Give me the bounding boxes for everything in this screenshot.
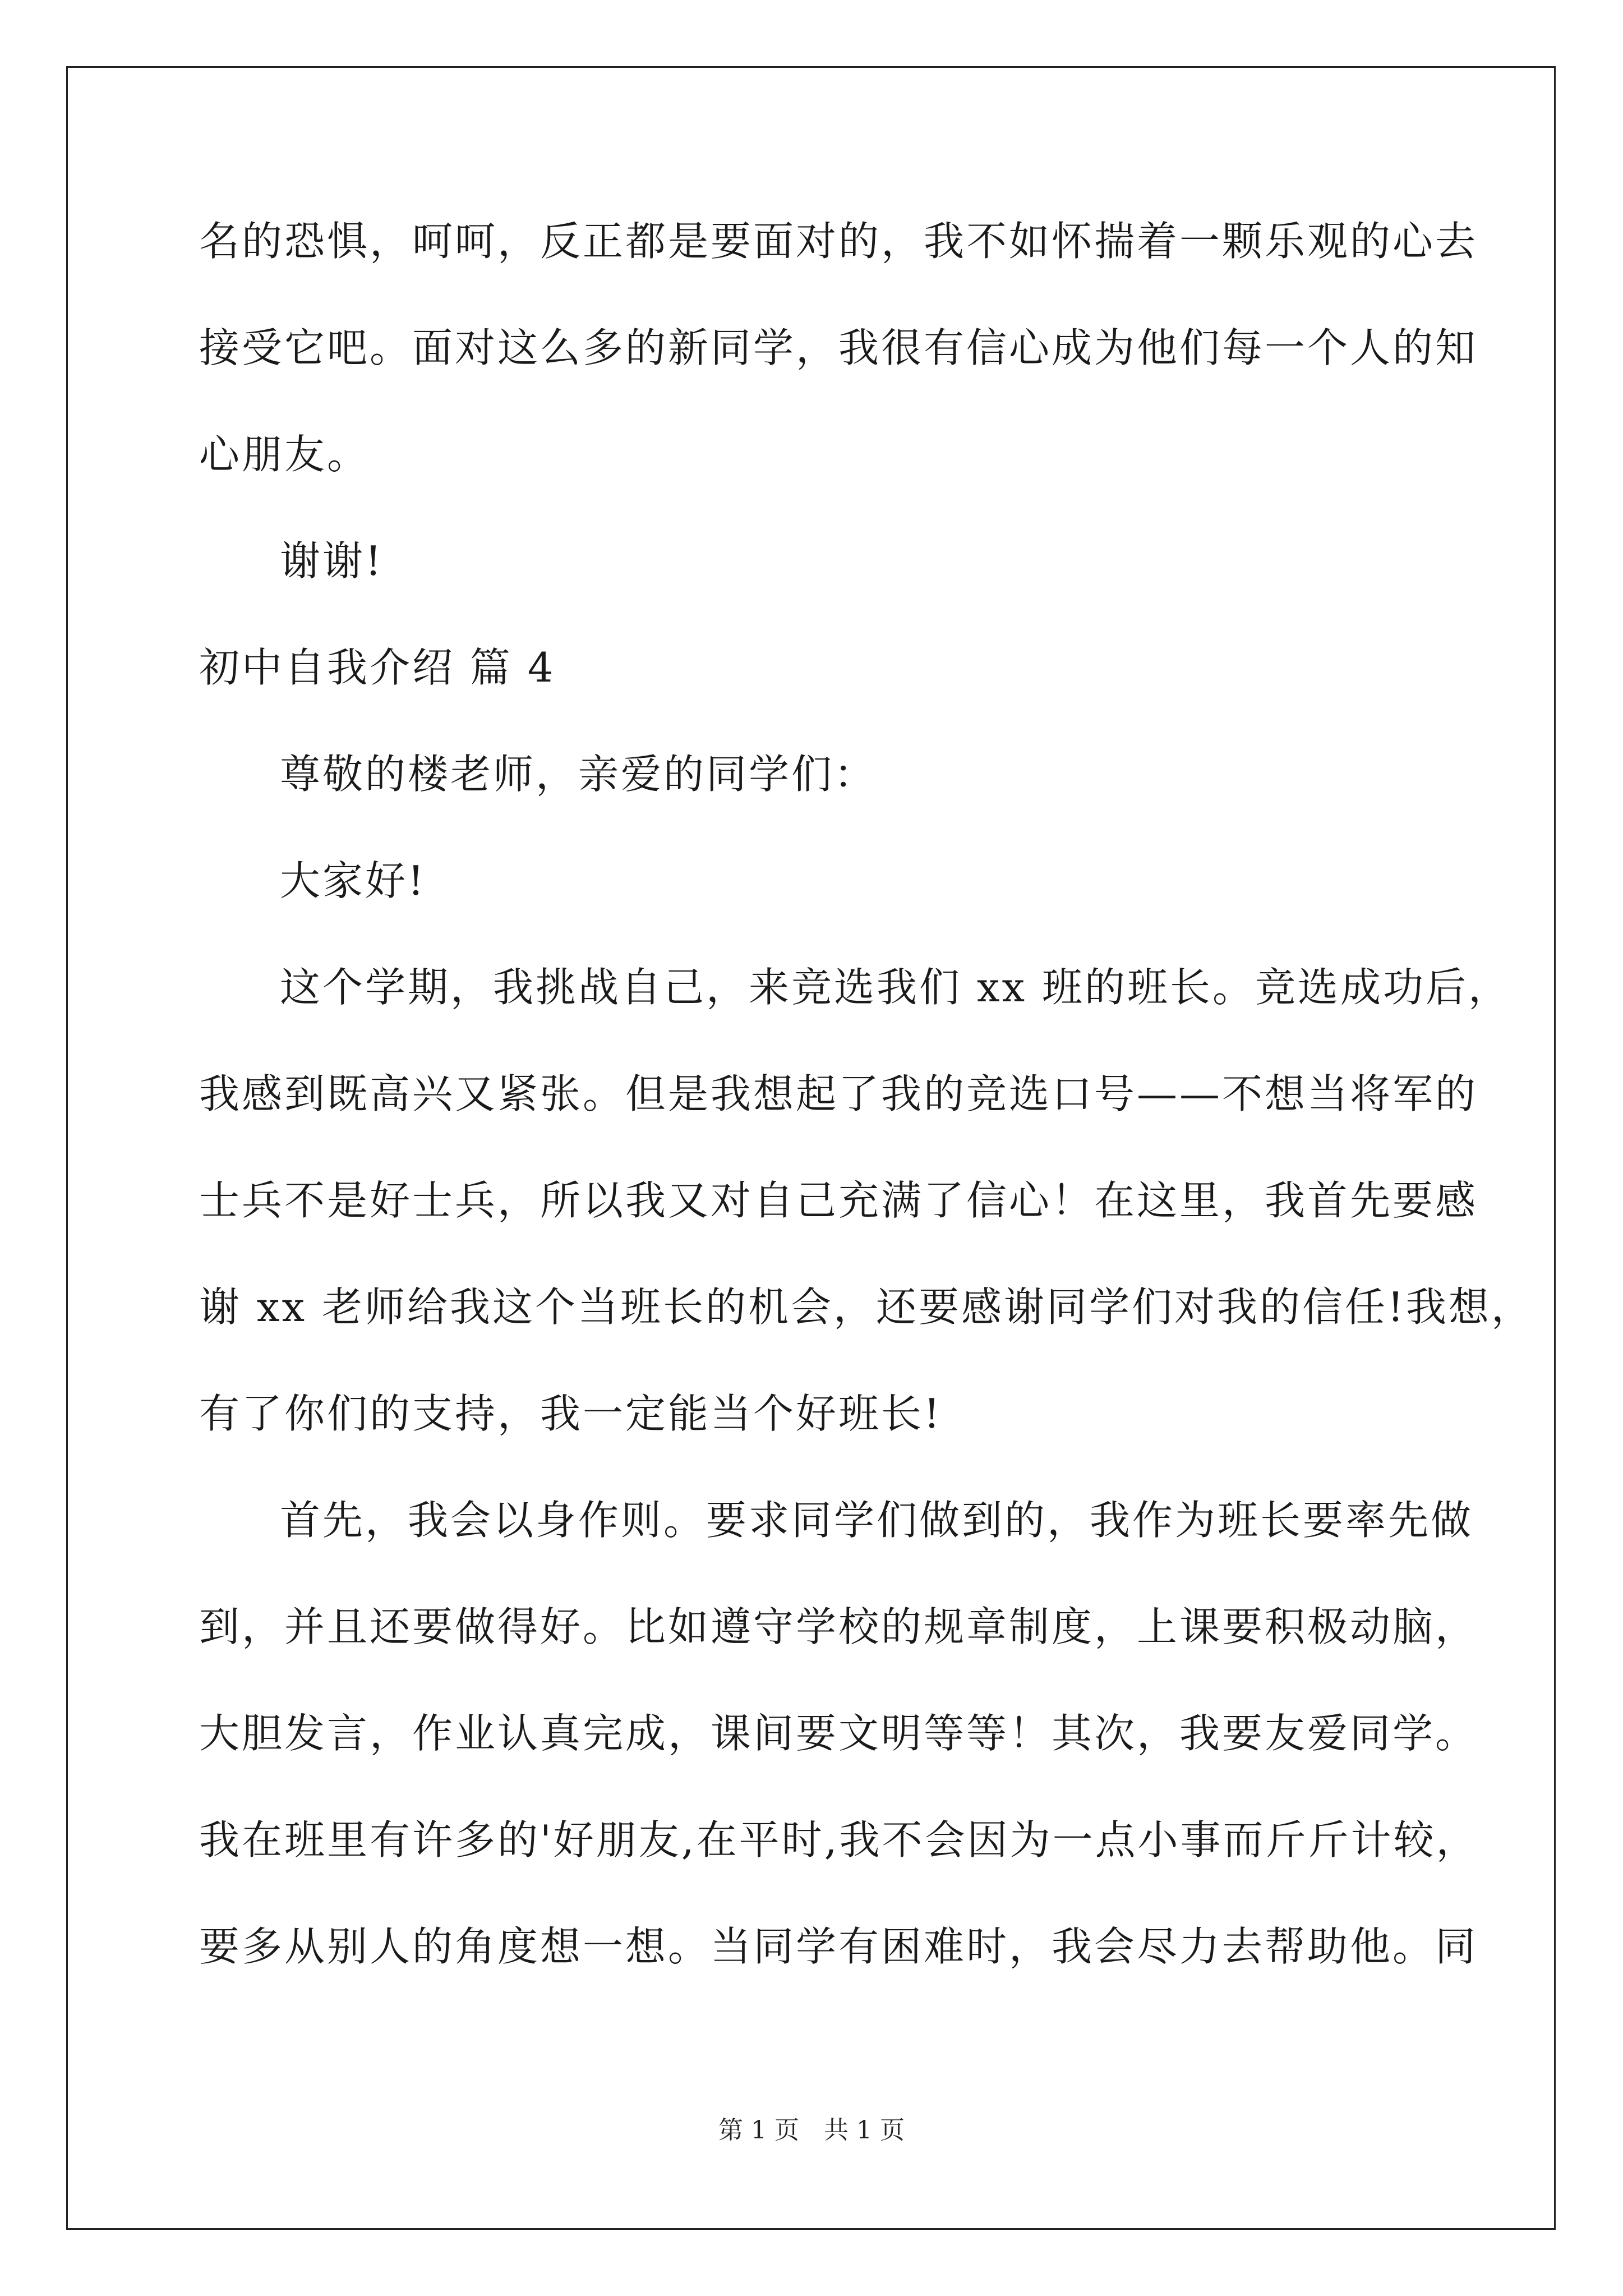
text-line: 名的恐惧，呵呵，反正都是要面对的，我不如怀揣着一颗乐观的心去 (199, 218, 1478, 265)
text-line: 到，并且还要做得好。比如遵守学校的规章制度，上课要积极动脑， (199, 1603, 1478, 1650)
text-line: 有了你们的支持，我一定能当个好班长! (199, 1390, 942, 1437)
text-line: 心朋友。 (199, 431, 370, 478)
text-line: 大胆发言，作业认真完成，课间要文明等等！其次，我要友爱同学。 (199, 1710, 1478, 1757)
section-heading: 初中自我介绍 篇 4 (199, 644, 556, 691)
text-line: 谢 xx 老师给我这个当班长的机会，还要感谢同学们对我的信任!我想， (199, 1283, 1534, 1331)
text-line: 要多从别人的角度想一想。当同学有困难时，我会尽力去帮助他。同 (199, 1923, 1478, 1970)
text-line: 我感到既高兴又紧张。但是我想起了我的竞选口号——不想当将军的 (199, 1070, 1478, 1117)
text-line: 接受它吧。面对这么多的新同学，我很有信心成为他们每一个人的知 (199, 324, 1478, 371)
text-line: 首先，我会以身作则。要求同学们做到的，我作为班长要率先做 (280, 1497, 1474, 1544)
page-border (66, 66, 1556, 2230)
text-line: 这个学期，我挑战自己，来竞选我们 xx 班的班长。竞选成功后， (280, 964, 1511, 1011)
text-line: 我在班里有许多的'好朋友,在平时,我不会因为一点小事而斤斤计较， (199, 1816, 1479, 1864)
text-line: 谢谢! (280, 537, 384, 585)
page-number: 第 1 页 共 1 页 (718, 2116, 905, 2145)
salutation: 尊敬的楼老师，亲爱的同学们： (280, 751, 877, 798)
text-line: 士兵不是好士兵，所以我又对自己充满了信心！在这里，我首先要感 (199, 1177, 1478, 1224)
greeting: 大家好! (280, 857, 426, 904)
